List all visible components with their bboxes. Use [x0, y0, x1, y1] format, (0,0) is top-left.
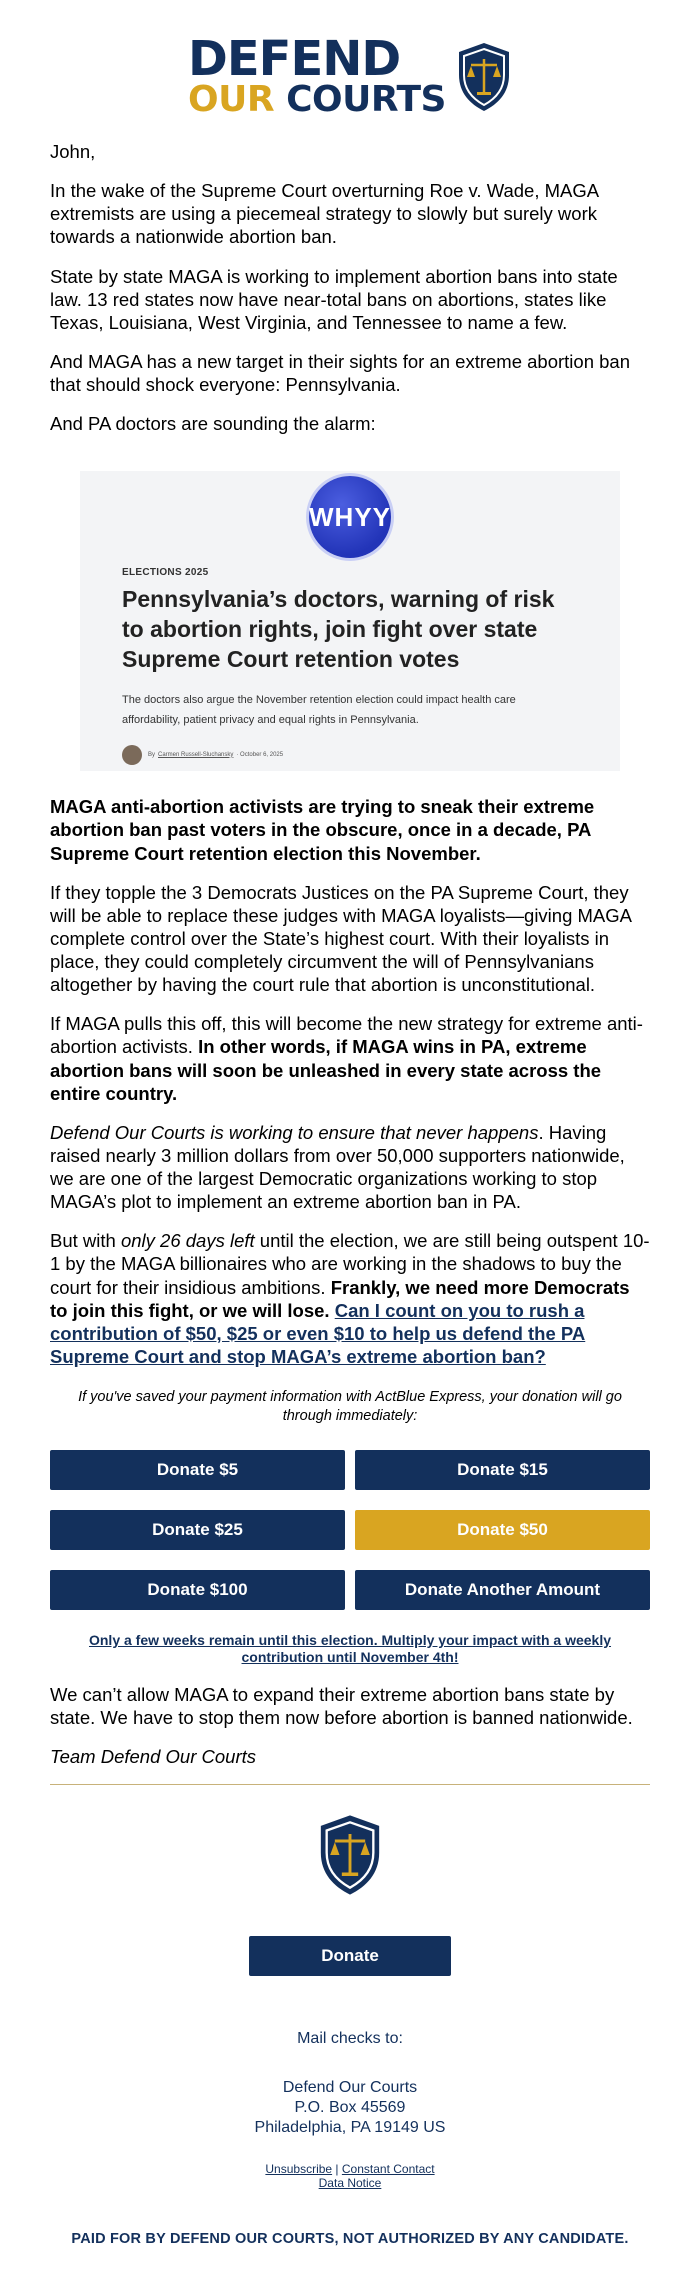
- byline-date: · October 6, 2025: [236, 751, 284, 758]
- donate-other-amount-button[interactable]: Donate Another Amount: [355, 1570, 650, 1610]
- logo[interactable]: [0, 0, 700, 120]
- paragraph-8-rest: . Having raised nearly 3 million dollars from over 50,000 supporters nationwide, we are one of the largest Democratic organizations working to stop MAGA’s plot to implement an extreme abortion ban in PA.: [50, 1121, 625, 1213]
- address-po-box: P.O. Box 45569: [294, 2099, 406, 2117]
- unsubscribe-link[interactable]: Unsubscribe: [265, 2162, 333, 2177]
- donate-50-button[interactable]: Donate $50: [355, 1510, 650, 1550]
- greeting: John,: [50, 141, 96, 162]
- paragraph-9-a: But with: [50, 1230, 121, 1252]
- closing-paragraph: We can’t allow MAGA to expand their extreme abortion bans state by state. We have to stop them now before abortion is banned nationwide.: [50, 1683, 633, 1728]
- donate-100-button[interactable]: Donate $100: [50, 1570, 345, 1610]
- paragraph-9-italic: only 26 days left: [120, 1230, 255, 1252]
- mailing-address: [0, 2078, 700, 2138]
- paragraph-7-a: If MAGA pulls this off, this will become the new strategy for extreme anti-abortion activists.: [50, 1013, 643, 1058]
- donate-button-grid: [50, 1450, 650, 1610]
- scales-shield-icon[interactable]: [317, 1813, 383, 1897]
- paid-for-disclaimer: PAID FOR BY DEFEND OUR COURTS, NOT AUTHORIZED BY ANY CANDIDATE.: [71, 2230, 629, 2247]
- paragraph-9-bold: Frankly, we need more Democrats to join this fight, or we will lose.: [50, 1276, 630, 1321]
- paragraph-8: [50, 1121, 650, 1214]
- author-avatar: [122, 745, 142, 765]
- scales-shield-icon: [456, 41, 512, 113]
- byline-by: By: [148, 751, 156, 758]
- contribution-link[interactable]: Can I count on you to rush a contribution of $50, $25 or even $10 to help us defend the PA Supreme Court and stop MAGA’s extreme abortion ban?: [50, 1299, 586, 1367]
- news-article-image[interactable]: [80, 471, 620, 771]
- data-notice-link[interactable]: Data Notice: [318, 2176, 382, 2191]
- paragraph-9-b: until the election, we are still being outspent 10-1 by the MAGA billionaires who are working in the shadows to buy the court for their insidious ambitions.: [50, 1230, 650, 1298]
- address-city: Philadelphia, PA 19149 US: [254, 2119, 446, 2137]
- address-org: Defend Our Courts: [282, 2079, 418, 2097]
- logo-our: OUR: [188, 78, 275, 120]
- paragraph-1: In the wake of the Supreme Court overturning Roe v. Wade, MAGA extremists are using a piecemeal strategy to slowly but surely work towards a nationwide abortion ban.: [50, 180, 599, 248]
- footer: [0, 1785, 700, 2277]
- whyy-logo: WHYY: [309, 476, 391, 558]
- paragraph-5: MAGA anti-abortion activists are trying to sneak their extreme abortion ban past voters in the obscure, once in a decade, PA Supreme Court retention election this November.: [50, 796, 595, 864]
- constant-contact-link[interactable]: Constant Contact: [341, 2162, 435, 2177]
- donate-5-button[interactable]: Donate $5: [50, 1450, 345, 1490]
- logo-courts: COURTS: [286, 78, 446, 120]
- logo-line1: DEFEND: [188, 31, 401, 88]
- actblue-express-note: If you've saved your payment information with ActBlue Express, your donation will go through immediately:: [78, 1389, 622, 1424]
- paragraph-6: If they topple the 3 Democrats Justices on the PA Supreme Court, they will be able to replace these judges with MAGA loyalists—giving MAGA complete control over the State’s highest court. With their loyalists in place, they could completely circumvent the will of Pennsylvanians altogether by having the court rule that abortion is unconstitutional.: [50, 881, 631, 996]
- paragraph-9: [50, 1229, 650, 1368]
- paragraph-4: And PA doctors are sounding the alarm:: [50, 413, 376, 435]
- donate-25-button[interactable]: Donate $25: [50, 1510, 345, 1550]
- weekly-contribution: [60, 1632, 640, 1667]
- paragraph-3: And MAGA has a new target in their sights for an extreme abortion ban that should shock everyone: Pennsylvania.: [50, 350, 630, 395]
- news-dek: The doctors also argue the November retention election could impact health care affordability, patient privacy and equal rights in Pennsylvania.: [122, 694, 516, 727]
- news-tag: ELECTIONS 2025: [122, 567, 209, 579]
- email-body: [0, 116, 700, 1785]
- footer-donate-button[interactable]: Donate: [249, 1936, 451, 1976]
- paragraph-2: State by state MAGA is working to implement abortion bans into state law. 13 red states now have near-total bans on abortions, states like Texas, Louisiana, West Virginia, and Tennessee to name a few.: [50, 265, 618, 333]
- footer-links: [0, 2162, 700, 2191]
- news-headline: Pennsylvania’s doctors, warning of risk to abortion rights, join fight over state Supreme Court retention votes: [122, 586, 555, 673]
- mail-checks-label: Mail checks to:: [297, 2030, 403, 2048]
- news-byline: [122, 745, 283, 765]
- paragraph-8-italic: Defend Our Courts is working to ensure that never happens: [50, 1121, 539, 1143]
- link-separator: |: [332, 2162, 342, 2177]
- byline-author: Carmen Russell-Sluchansky: [158, 751, 234, 758]
- weekly-contribution-link[interactable]: Only a few weeks remain until this election. Multiply your impact with a weekly contribution until November 4th!: [88, 1631, 612, 1666]
- logo-wordmark: [188, 31, 446, 120]
- paragraph-7: [50, 1012, 650, 1105]
- logo-line2: [188, 78, 446, 120]
- donate-15-button[interactable]: Donate $15: [355, 1450, 650, 1490]
- paragraph-7-b: In other words, if MAGA wins in PA, extreme abortion bans will soon be unleashed in every state across the entire country.: [50, 1036, 602, 1104]
- footer-donate-wrap: [0, 1936, 700, 1976]
- signature: Team Defend Our Courts: [50, 1745, 256, 1767]
